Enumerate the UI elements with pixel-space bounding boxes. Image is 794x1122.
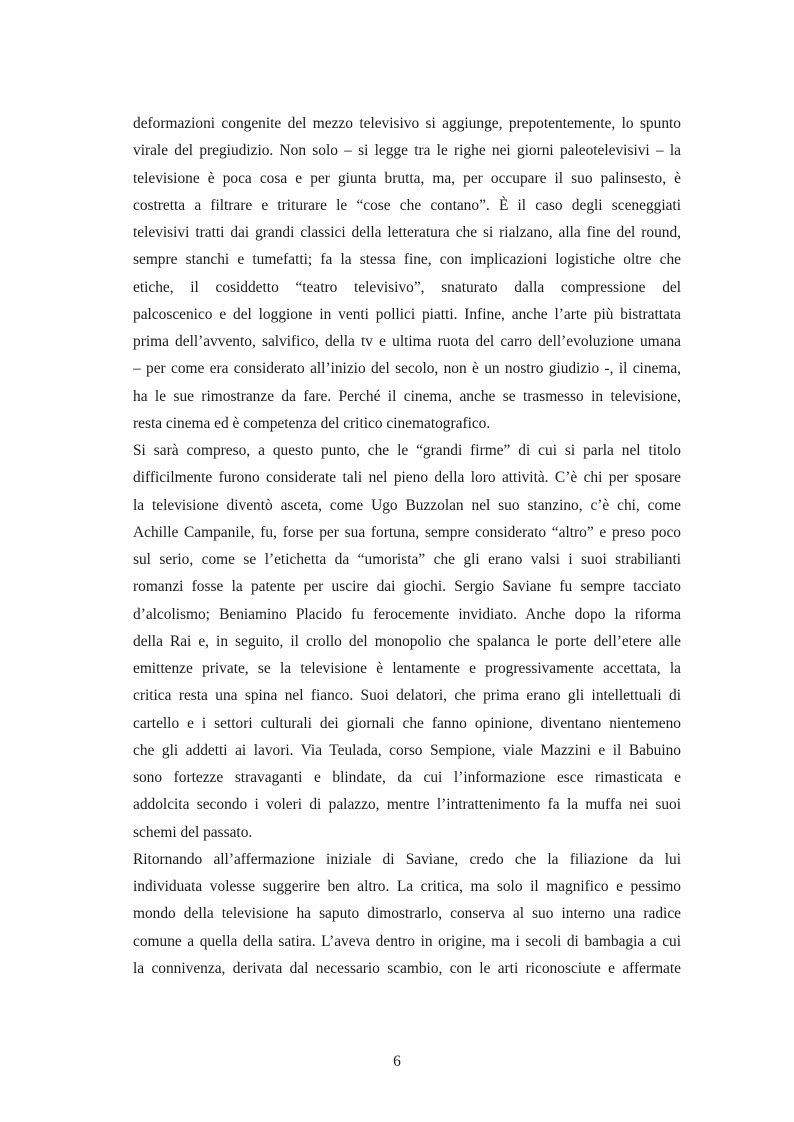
text-line: la connivenza, derivata dal necessario scambio, con le arti riconosciute e affermate [133, 959, 681, 977]
text-line: etiche, il cosiddetto “teatro televisivo”, snaturato dalla compressione del [133, 278, 681, 296]
text-line: Achille Campanile, fu, forse per sua fortuna, sempre considerato “altro” e preso poco [133, 523, 681, 541]
text-line: televisivi tratti dai grandi classici della letteratura che si rialzano, alla fine del round, [133, 224, 681, 241]
text-line: prima dell’avvento, salvifico, della tv e ultima ruota del carro dell’evoluzione umana [133, 333, 681, 350]
text-line: virale del pregiudizio. Non solo – si legge tra le righe nei giorni paleotelevisivi – la [133, 142, 681, 160]
text-line: ha le sue rimostranze da fare. Perché il cinema, anche se trasmesso in televisione, [133, 387, 681, 405]
text-line: che gli addetti ai lavori. Via Teulada, corso Sempione, viale Mazzini e il Babuino [133, 741, 681, 759]
page-number: 6 [393, 1053, 401, 1070]
text-line: palcoscenico e del loggione in venti pollici piatti. Infine, anche l’arte più bistrattata [133, 305, 681, 323]
text-line: costretta a filtrare e triturare le “cose che contano”. È il caso degli sceneggiati [133, 196, 681, 214]
text-line: emittenze private, se la televisione è lentamente e progressivamente accettata, la [133, 660, 681, 677]
text-line: romanzi fosse la patente per uscire dai giochi. Sergio Saviane fu sempre tacciato [133, 578, 681, 596]
text-line: individuata volesse suggerire ben altro. La critica, ma solo il magnifico e pessimo [133, 878, 681, 895]
text-line: sul serio, come se l’etichetta da “umorista” che gli erano valsi i suoi strabilianti [133, 551, 681, 568]
text-line: deformazioni congenite del mezzo televisivo si aggiunge, prepotentemente, lo spunto [133, 115, 681, 132]
text-line: la televisione diventò asceta, come Ugo Buzzolan nel suo stanzino, c’è chi, come [133, 496, 681, 514]
text-line: schemi del passato. [133, 823, 253, 841]
text-line: addolcita secondo i voleri di palazzo, mentre l’intrattenimento fa la muffa nei suoi [133, 796, 681, 814]
text-line: televisione è poca cosa e per giunta brutta, ma, per occupare il suo palinsesto, è [133, 169, 681, 187]
text-line: critica resta una spina nel fianco. Suoi delatori, che prima erano gli intellettuali di [133, 687, 681, 705]
text-line: resta cinema ed è competenza del critico cinematografico. [133, 414, 491, 432]
body-text [133, 110, 681, 982]
text-line: – per come era considerato all’inizio del secolo, non è un nostro giudizio -, il cinema, [133, 360, 681, 378]
text-line: cartello e i settori culturali dei giornali che fanno opinione, diventano nientemeno [133, 714, 681, 732]
text-line: Ritornando all’affermazione iniziale di Saviane, credo che la filiazione da lui [133, 850, 681, 868]
text-line: Si sarà compreso, a questo punto, che le “grandi firme” di cui si parla nel titolo [133, 442, 681, 459]
text-line: d’alcolismo; Beniamino Placido fu ferocemente invidiato. Anche dopo la riforma [133, 605, 681, 623]
text-line: sempre stanchi e tumefatti; fa la stessa fine, con implicazioni logistiche oltre che [133, 251, 681, 269]
text-line: comune a quella della satira. L’aveva dentro in origine, ma i secoli di bambagia a cui [133, 932, 681, 950]
text-line: della Rai e, in seguito, il crollo del monopolio che spalanca le porte dell’etere alle [133, 632, 681, 650]
text-line: difficilmente furono considerate tali nel pieno della loro attività. C’è chi per sposare [133, 469, 681, 487]
text-line: mondo della televisione ha saputo dimostrarlo, conserva al suo interno una radice [133, 905, 681, 923]
text-line: sono fortezze stravaganti e blindate, da cui l’informazione esce rimasticata e [133, 769, 681, 786]
